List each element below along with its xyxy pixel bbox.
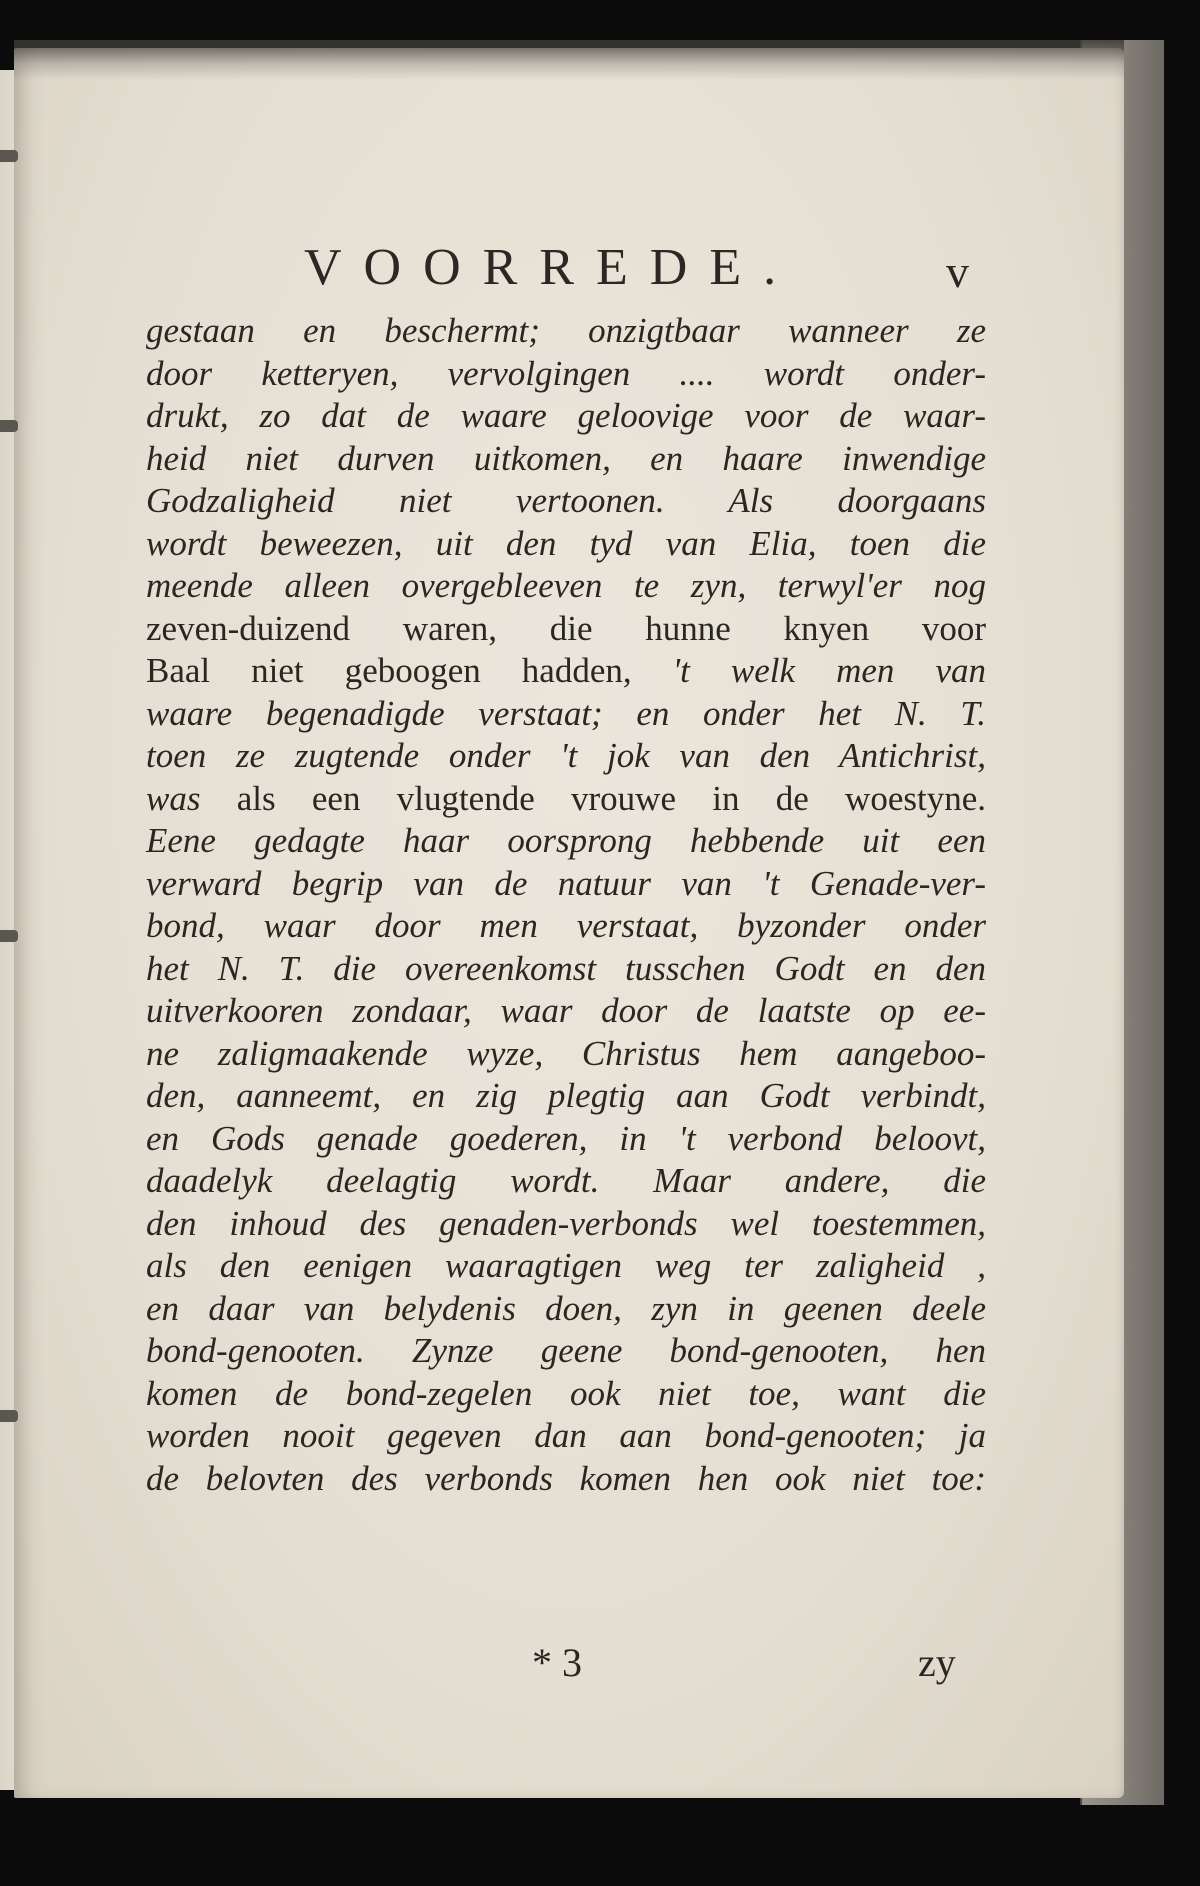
text-segment: waare begenadigde verstaat; en onder het N. T.: [146, 693, 986, 733]
text-segment: Baal niet geboogen hadden,: [146, 651, 673, 690]
text-segment: drukt, zo dat de waare geloovige voor de waar-: [146, 396, 986, 435]
book-page: [14, 48, 1124, 1798]
text-segment: bond, waar door men verstaat, byzonder onder: [146, 906, 986, 945]
text-line: [146, 693, 986, 736]
text-line: [146, 395, 986, 438]
text-line: [146, 820, 986, 863]
text-segment: komen de bond-zegelen ook niet toe, want die: [146, 1373, 986, 1413]
text-segment: uitverkooren zondaar, waar door de laatste op ee-: [146, 991, 986, 1030]
text-line: [146, 1458, 986, 1501]
text-segment: meende alleen overgebleeven te zyn, terwyl'er nog: [146, 566, 986, 605]
running-title: VOORREDE.: [304, 239, 799, 296]
text-segment: was: [146, 778, 237, 818]
text-segment: Eene gedagte haar oorsprong hebbende uit een: [146, 821, 986, 860]
text-line: [146, 1118, 986, 1161]
text-segment: de belovten des verbonds komen hen ook niet toe:: [146, 1458, 986, 1498]
text-line: [146, 438, 986, 481]
text-line: [146, 565, 986, 608]
text-line: [146, 1288, 986, 1331]
text-segment: Godzaligheid niet vertoonen. Als doorgaans: [146, 481, 986, 520]
text-line: [146, 1203, 986, 1246]
text-segment: als den eenigen waaragtigen weg ter zaligheid ,: [146, 1246, 986, 1285]
text-line: [146, 353, 986, 396]
text-line: [146, 480, 986, 523]
text-line: [146, 1373, 986, 1416]
text-segment: ne zaligmaakende wyze, Christus hem aangeboo-: [146, 1033, 986, 1073]
text-line: [146, 1245, 986, 1288]
page-header: [14, 238, 1124, 298]
text-line: [146, 1160, 986, 1203]
text-segment: heid niet durven uitkomen, en haare inwendige: [146, 438, 986, 478]
catchword: zy: [918, 1640, 956, 1685]
text-segment: toen ze zugtende onder 't jok van den Antichrist,: [146, 736, 986, 775]
text-line: [146, 778, 986, 821]
text-segment: als een vlugtende vrouwe in de woestyne.: [236, 778, 987, 818]
text-line: [146, 650, 986, 693]
text-segment: het N. T. die overeenkomst tusschen Godt en den: [146, 948, 986, 988]
text-segment: worden nooit gegeven dan aan bond-genooten; ja: [146, 1416, 986, 1455]
page-edge-tab: [0, 1410, 18, 1422]
text-line: [146, 608, 986, 651]
text-segment: daadelyk deelagtig wordt. Maar andere, die: [146, 1161, 986, 1200]
text-line: [146, 948, 986, 991]
text-segment: den inhoud des genaden-verbonds wel toestemmen,: [146, 1203, 986, 1243]
text-segment: wordt beweezen, uit den tyd van Elia, toen die: [146, 523, 986, 563]
text-segment: gestaan en beschermt; onzigtbaar wanneer ze: [146, 311, 986, 350]
signature-mark: * 3: [532, 1640, 582, 1685]
page-edge-tab: [0, 930, 18, 942]
text-segment: den, aanneemt, en zig plegtig aan Godt verbindt,: [146, 1076, 986, 1115]
text-line: [146, 1075, 986, 1118]
text-segment: verward begrip van de natuur van 't Genade-ver-: [146, 863, 986, 903]
page-edge-tab: [0, 420, 18, 432]
text-segment: bond-genooten. Zynze geene bond-genooten, hen: [146, 1331, 986, 1370]
text-line: [146, 905, 986, 948]
text-segment: en Gods genade goederen, in 't verbond beloovt,: [146, 1118, 986, 1158]
text-segment: en daar van belydenis doen, zyn in geenen deele: [146, 1288, 986, 1328]
text-line: [146, 1415, 986, 1458]
text-line: [146, 990, 986, 1033]
text-line: [146, 523, 986, 566]
text-line: [146, 1330, 986, 1373]
text-line: [146, 310, 986, 353]
text-segment: 't welk men van: [672, 651, 986, 690]
page-edge-tab: [0, 150, 18, 162]
top-edge-shadow: [14, 40, 1124, 80]
page-number: v: [946, 246, 969, 297]
text-line: [146, 1033, 986, 1076]
page-footer: [14, 1638, 1124, 1698]
body-text: [146, 310, 986, 1500]
text-line: [146, 863, 986, 906]
text-segment: door ketteryen, vervolgingen .... wordt onder-: [146, 353, 986, 393]
text-line: [146, 735, 986, 778]
text-segment: zeven-duizend waren, die hunne knyen voor: [146, 608, 986, 648]
